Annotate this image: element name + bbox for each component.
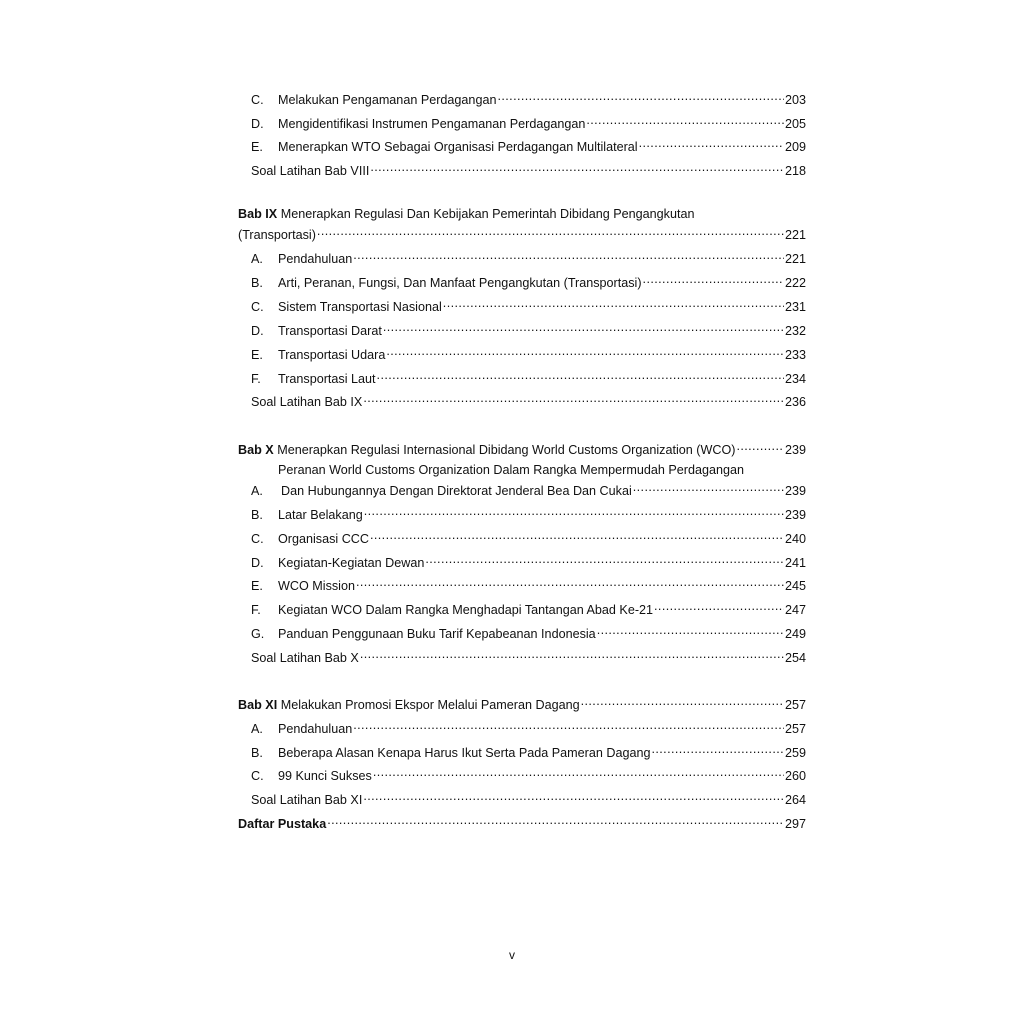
section-letter: C. (251, 300, 264, 314)
toc-entry[interactable] (251, 479, 806, 498)
section-letter: C. (251, 769, 264, 783)
toc-entry-title: Kegiatan WCO Dalam Rangka Menghadapi Tantangan Abad Ke-21 (278, 603, 654, 617)
section-letter: D. (251, 324, 264, 338)
toc-entry-label (251, 92, 496, 108)
toc-entry-label (251, 394, 362, 410)
section-letter: G. (251, 627, 265, 641)
dot-leader (370, 159, 784, 175)
toc-entry-label (251, 116, 585, 132)
toc-entry-label (251, 323, 382, 339)
toc-entry-label (251, 299, 442, 315)
dot-leader (386, 343, 784, 359)
toc-entry-label (251, 275, 642, 291)
toc-entry-label (238, 442, 735, 458)
toc-page-number: 203 (784, 93, 806, 107)
toc-entry-title: Melakukan Pengamanan Perdagangan (278, 93, 497, 107)
dot-leader (383, 319, 784, 335)
toc-entry[interactable] (251, 390, 806, 409)
toc-entry-label (251, 347, 385, 363)
toc-page-number: 233 (784, 348, 806, 362)
section-letter: E. (251, 140, 263, 154)
toc-page-number: 209 (784, 140, 806, 154)
toc-entry[interactable] (251, 343, 806, 362)
dot-leader (327, 812, 784, 828)
toc-page-number: 239 (784, 508, 806, 522)
toc-page-number: 205 (784, 117, 806, 131)
toc-page-number: 222 (784, 276, 806, 290)
toc-entry[interactable] (251, 271, 806, 290)
toc-entry[interactable] (251, 741, 806, 760)
toc-entry-title: Transportasi Laut (278, 372, 376, 386)
dot-leader (353, 247, 784, 263)
toc-entry-label (251, 626, 596, 642)
toc-entry-title-line1[interactable] (278, 462, 744, 478)
toc-entry-title: Soal Latihan Bab XI (251, 793, 363, 807)
section-letter: F. (251, 372, 261, 386)
toc-entry-title: Arti, Peranan, Fungsi, Dan Manfaat Pengangkutan (Transportasi) (278, 276, 642, 290)
dot-leader (377, 367, 784, 383)
toc-entry-label (238, 816, 326, 832)
toc-entry-title: Pendahuluan (278, 722, 353, 736)
section-letter: B. (251, 508, 263, 522)
dot-leader (651, 741, 784, 757)
toc-entry-label (251, 555, 424, 571)
toc-entry-label (251, 745, 650, 761)
section-letter: A. (251, 484, 263, 498)
toc-page-number: 239 (784, 484, 806, 498)
dot-leader (443, 295, 784, 311)
dot-leader (364, 503, 784, 519)
toc-entry[interactable] (251, 159, 806, 178)
toc-entry[interactable] (238, 812, 806, 831)
section-letter: B. (251, 276, 263, 290)
toc-entry-title: Peranan World Customs Organization Dalam Rangka Mempermudah Perdagangan (278, 463, 744, 477)
page-number: v (509, 948, 515, 962)
toc-entry-label (251, 650, 359, 666)
toc-entry[interactable] (251, 788, 806, 807)
toc-entry-label (251, 251, 352, 267)
dot-leader (317, 223, 784, 239)
dot-leader (497, 88, 784, 104)
toc-entry-title: Transportasi Darat (278, 324, 382, 338)
toc-entry[interactable] (251, 717, 806, 736)
toc-page-number: 239 (784, 443, 806, 457)
chapter-label: Bab X (238, 443, 274, 457)
toc-page-number: 249 (784, 627, 806, 641)
toc-entry-title: Menerapkan WTO Sebagai Organisasi Perdagangan Multilateral (278, 140, 638, 154)
toc-entry-title: Latar Belakang (278, 508, 363, 522)
toc-entry-label (251, 163, 369, 179)
dot-leader (633, 479, 784, 495)
dot-leader (425, 551, 784, 567)
toc-page-number: 260 (784, 769, 806, 783)
dot-leader (363, 390, 784, 406)
toc-entry[interactable] (238, 693, 806, 712)
section-letter: A. (251, 722, 263, 736)
toc-entry[interactable] (251, 319, 806, 338)
toc-page-number: 231 (784, 300, 806, 314)
toc-page-number: 297 (784, 817, 806, 831)
toc-entry-title: Dan Hubungannya Dengan Direktorat Jenderal Bea Dan Cukai (281, 484, 632, 498)
toc-page-number: 257 (784, 698, 806, 712)
section-letter: D. (251, 556, 264, 570)
dot-leader (353, 717, 784, 733)
section-letter: C. (251, 93, 264, 107)
toc-entry-title: (Transportasi) (238, 228, 316, 242)
toc-entry[interactable] (251, 367, 806, 386)
toc-page-number: 245 (784, 579, 806, 593)
section-letter: A. (251, 252, 263, 266)
chapter-label: Bab IX (238, 207, 278, 221)
toc-entry-title: Beberapa Alasan Kenapa Harus Ikut Serta Pada Pameran Dagang (278, 746, 651, 760)
dot-leader (581, 693, 784, 709)
toc-entry-title: Melakukan Promosi Ekspor Melalui Pameran Dagang (280, 698, 580, 712)
toc-page-number: 221 (784, 252, 806, 266)
dot-leader (370, 527, 784, 543)
dot-leader (639, 135, 784, 151)
toc-entry-label (251, 721, 352, 737)
dot-leader (356, 574, 784, 590)
toc-entry[interactable] (251, 598, 806, 617)
toc-entry[interactable] (251, 112, 806, 131)
section-letter: C. (251, 532, 264, 546)
section-letter: B. (251, 746, 263, 760)
toc-entry[interactable] (251, 646, 806, 665)
toc-page-number: 259 (784, 746, 806, 760)
toc-page-number: 232 (784, 324, 806, 338)
toc-entry-label (251, 792, 362, 808)
toc-page-number: 257 (784, 722, 806, 736)
toc-page-number: 264 (784, 793, 806, 807)
toc-page-number: 240 (784, 532, 806, 546)
toc-entry-title: Panduan Penggunaan Buku Tarif Kepabeanan Indonesia (278, 627, 596, 641)
toc-entry-label (238, 697, 580, 713)
toc-entry-label (251, 578, 355, 594)
toc-entry[interactable] (251, 574, 806, 593)
dot-leader (586, 112, 784, 128)
toc-page-number: 247 (784, 603, 806, 617)
toc-entry-label (251, 602, 653, 618)
toc-entry-title: Soal Latihan Bab IX (251, 395, 363, 409)
chapter-label: Bab XI (238, 698, 278, 712)
toc-entry-title: Menerapkan Regulasi Internasional Dibidang World Customs Organization (WCO) (277, 443, 736, 457)
toc-entry[interactable] (251, 247, 806, 266)
toc-page-number: 218 (784, 164, 806, 178)
toc-entry-title: WCO Mission (278, 579, 355, 593)
toc-entry-label (251, 531, 369, 547)
toc-entry[interactable] (251, 295, 806, 314)
toc-entry[interactable] (251, 551, 806, 570)
toc-entry[interactable] (251, 135, 806, 154)
toc-entry-label (251, 483, 632, 499)
toc-entry-title: Transportasi Udara (278, 348, 386, 362)
toc-entry-title: Pendahuluan (278, 252, 353, 266)
toc-entry[interactable] (251, 503, 806, 522)
dot-leader (643, 271, 784, 287)
toc-entry[interactable] (251, 88, 806, 107)
section-letter: E. (251, 579, 263, 593)
toc-entry-title: 99 Kunci Sukses (278, 769, 372, 783)
toc-entry-title: Mengidentifikasi Instrumen Pengamanan Perdagangan (278, 117, 586, 131)
dot-leader (360, 646, 784, 662)
toc-entry-title: Menerapkan Regulasi Dan Kebijakan Pemerintah Dibidang Pengangkutan (280, 207, 695, 221)
toc-entry[interactable] (251, 764, 806, 783)
toc-entry-label (251, 768, 372, 784)
toc-page-number: 241 (784, 556, 806, 570)
toc-entry-title-line1[interactable] (238, 206, 694, 222)
dot-leader (373, 764, 784, 780)
toc-entry-label (238, 227, 316, 243)
toc-page-number: 236 (784, 395, 806, 409)
toc-page-number: 234 (784, 372, 806, 386)
toc-entry-label (251, 139, 638, 155)
chapter-label: Daftar Pustaka (238, 817, 327, 831)
toc-page-number: 221 (784, 228, 806, 242)
toc-page-number: 254 (784, 651, 806, 665)
toc-entry[interactable] (251, 527, 806, 546)
toc-entry-label (251, 507, 363, 523)
dot-leader (654, 598, 784, 614)
section-letter: E. (251, 348, 263, 362)
toc-entry[interactable] (238, 223, 806, 242)
section-letter: F. (251, 603, 261, 617)
toc-entry[interactable] (251, 622, 806, 641)
toc-entry-title: Soal Latihan Bab VIII (251, 164, 370, 178)
section-letter: D. (251, 117, 264, 131)
dot-leader (736, 438, 784, 454)
toc-entry-title: Soal Latihan Bab X (251, 651, 359, 665)
dot-leader (363, 788, 784, 804)
toc-entry-label (251, 371, 376, 387)
dot-leader (597, 622, 784, 638)
toc-entry-title: Sistem Transportasi Nasional (278, 300, 442, 314)
toc-entry-title: Kegiatan-Kegiatan Dewan (278, 556, 425, 570)
toc-entry-title: Organisasi CCC (278, 532, 369, 546)
toc-entry[interactable] (238, 438, 806, 457)
